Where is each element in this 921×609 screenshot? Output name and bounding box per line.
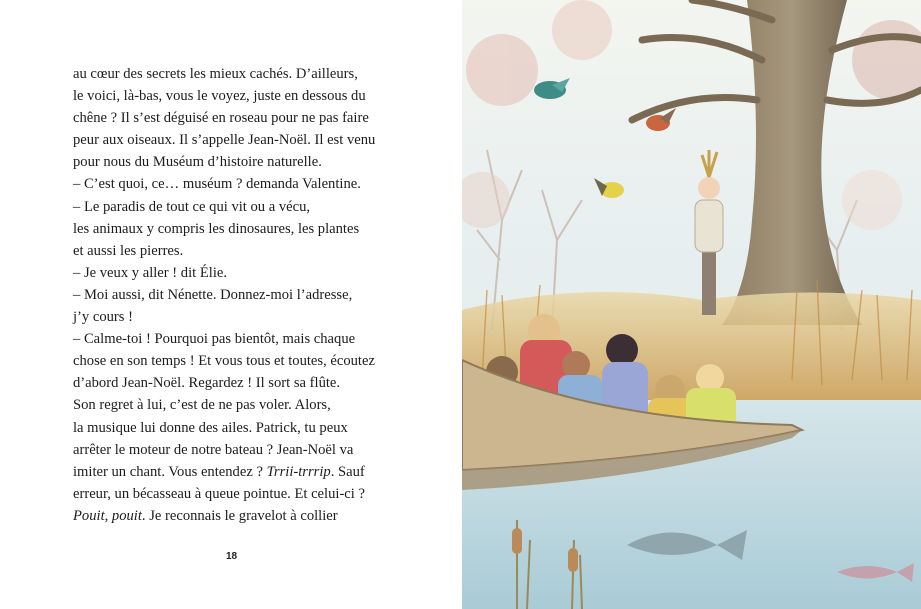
watercolor-illustration xyxy=(462,0,921,609)
text-line: arrêter le moteur de notre bateau ? Jean-Noël va xyxy=(73,441,354,458)
story-text xyxy=(73,63,393,527)
text-line: la musique lui donne des ailes. Patrick, tu peux xyxy=(73,419,348,436)
text-line: – Calme-toi ! Pourquoi pas bientôt, mais chaque xyxy=(73,331,356,348)
text-line: chêne ? Il s’est déguisé en roseau pour ne pas faire xyxy=(73,110,369,127)
text-line: d’abord Jean-Noël. Regardez ! Il sort sa flûte. xyxy=(73,375,341,392)
text-segment: imiter un chant. Vous entendez ? xyxy=(73,463,267,480)
text-line: et aussi les pierres. xyxy=(73,242,184,259)
text-line: erreur, un bécasseau à queue pointue. Et celui-ci ? xyxy=(73,485,365,502)
text-line xyxy=(73,505,393,527)
text-line xyxy=(73,461,393,483)
text-line: – Le paradis de tout ce qui vit ou a vécu, xyxy=(73,198,311,215)
text-line: Son regret à lui, c’est de ne pas voler. Alors, xyxy=(73,397,331,414)
text-line: pour nous du Muséum d’histoire naturelle. xyxy=(73,154,322,171)
text-line: j’y cours ! xyxy=(73,309,133,326)
text-line: – Je veux y aller ! dit Élie. xyxy=(73,264,227,281)
onomatopoeia: Trrii-trrrip xyxy=(266,463,331,480)
onomatopoeia: Pouit, pouit xyxy=(73,507,142,524)
page-number: 18 xyxy=(226,551,238,562)
illustration xyxy=(462,0,921,609)
text-segment: . Sauf xyxy=(330,463,365,480)
text-line: les animaux y compris les dinosaures, les plantes xyxy=(73,220,360,237)
text-segment: . Je reconnais le gravelot à collier xyxy=(141,507,338,524)
text-line: peur aux oiseaux. Il s’appelle Jean-Noël. Il est venu xyxy=(73,132,376,149)
text-line: au cœur des secrets les mieux cachés. D’ailleurs, xyxy=(73,66,358,82)
text-line: – Moi aussi, dit Nénette. Donnez-moi l’adresse, xyxy=(73,286,353,303)
text-line: chose en son temps ! Et vous tous et toutes, écoutez xyxy=(73,353,375,370)
text-line: – C’est quoi, ce… muséum ? demanda Valentine. xyxy=(73,176,361,193)
text-line: le voici, là-bas, vous le voyez, juste en dessous du xyxy=(73,88,366,105)
